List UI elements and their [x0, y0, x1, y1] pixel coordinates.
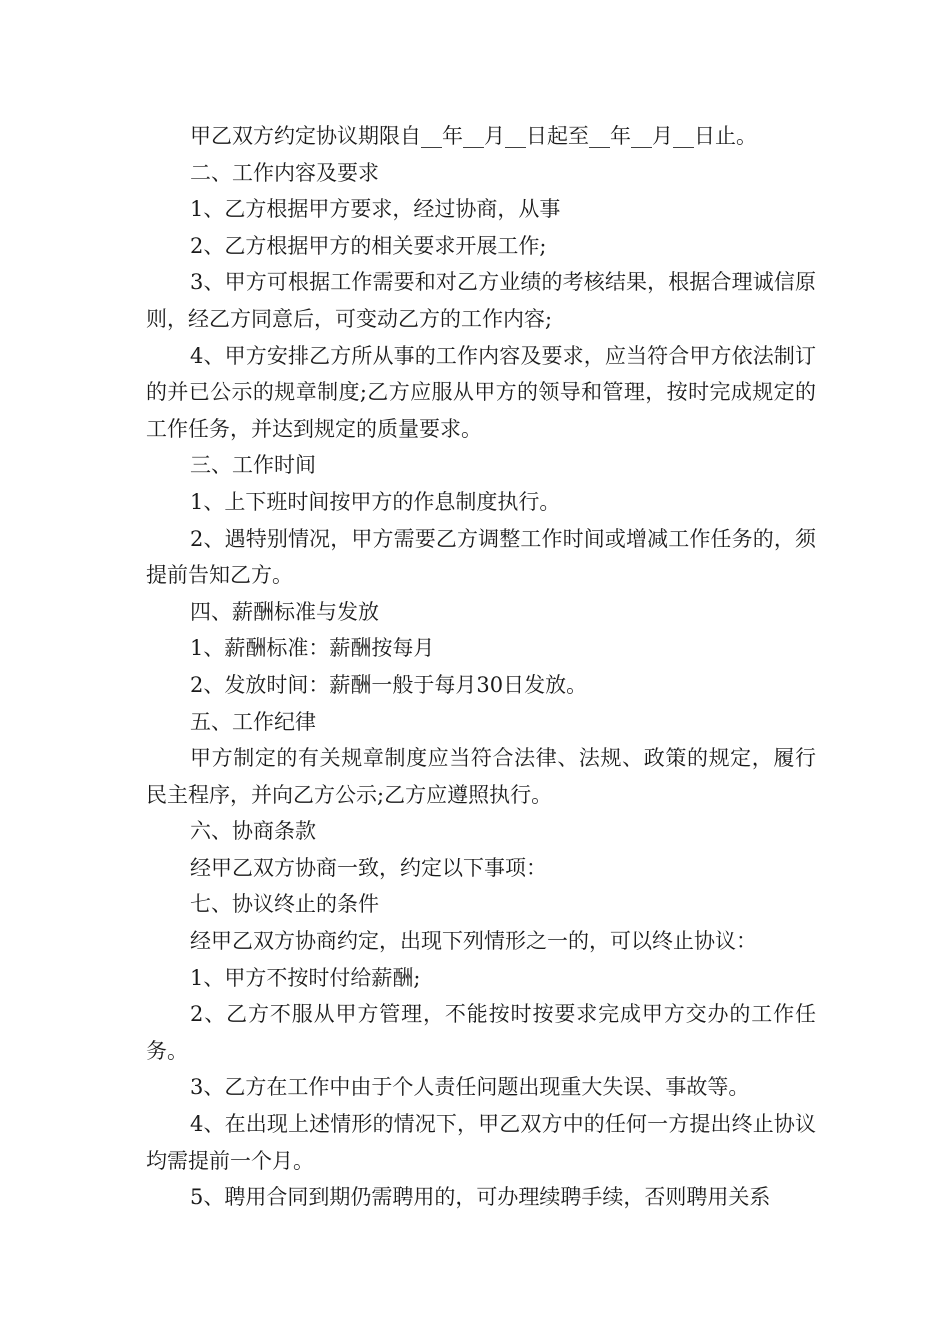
list-item: 3、甲方可根据工作需要和对乙方业绩的考核结果，根据合理诚信原则，经乙方同意后，可变动乙方的工作内容;: [146, 270, 816, 331]
list-item: 2、乙方不服从甲方管理，不能按时按要求完成甲方交办的工作任务。: [146, 1002, 816, 1063]
section-heading-discipline: 五、工作纪律: [190, 709, 316, 734]
section-heading-negotiation: 六、协商条款: [190, 819, 316, 844]
list-item: 4、在出现上述情形的情况下，甲乙双方中的任何一方提出终止协议均需提前一个月。: [146, 1112, 816, 1173]
list-item: 2、遇特别情况，甲方需要乙方调整工作时间或增减工作任务的，须提前告知乙方。: [146, 526, 816, 588]
section-heading-termination: 七、协议终止的条件: [190, 892, 379, 917]
section-heading-work-time: 三、工作时间: [190, 453, 316, 478]
list-item: 1、乙方根据甲方要求，经过协商，从事: [190, 197, 561, 222]
negotiation-paragraph: 经甲乙双方协商一致，约定以下事项：: [190, 855, 547, 880]
termination-intro-paragraph: 经甲乙双方协商约定，出现下列情形之一的，可以终止协议：: [190, 929, 757, 954]
section-heading-work-content: 二、工作内容及要求: [190, 160, 379, 185]
term-period-paragraph: 甲乙双方约定协议期限自__年__月__日起至__年__月__日止。: [190, 124, 757, 148]
list-item: 4、甲方安排乙方所从事的工作内容及要求，应当符合甲方依法制订的并已公示的规章制度;乙方应服从甲方的领导和管理，按时完成规定的工作任务，并达到规定的质量要求。: [146, 343, 816, 441]
list-item: 2、发放时间：薪酬一般于每月30日发放。: [190, 672, 588, 697]
document-body: [146, 118, 816, 1216]
section-heading-salary: 四、薪酬标准与发放: [190, 599, 379, 624]
discipline-paragraph: 甲方制定的有关规章制度应当符合法律、法规、政策的规定，履行民主程序，并向乙方公示;乙方应遵照执行。: [146, 746, 816, 807]
list-item: 1、甲方不按时付给薪酬;: [190, 965, 421, 990]
list-item: 3、乙方在工作中由于个人责任问题出现重大失误、事故等。: [190, 1075, 750, 1100]
list-item: 1、薪酬标准：薪酬按每月: [190, 636, 435, 661]
list-item: 5、聘用合同到期仍需聘用的，可办理续聘手续，否则聘用关系: [190, 1185, 771, 1210]
list-item: 2、乙方根据甲方的相关要求开展工作;: [190, 233, 547, 258]
list-item: 1、上下班时间按甲方的作息制度执行。: [190, 489, 561, 514]
